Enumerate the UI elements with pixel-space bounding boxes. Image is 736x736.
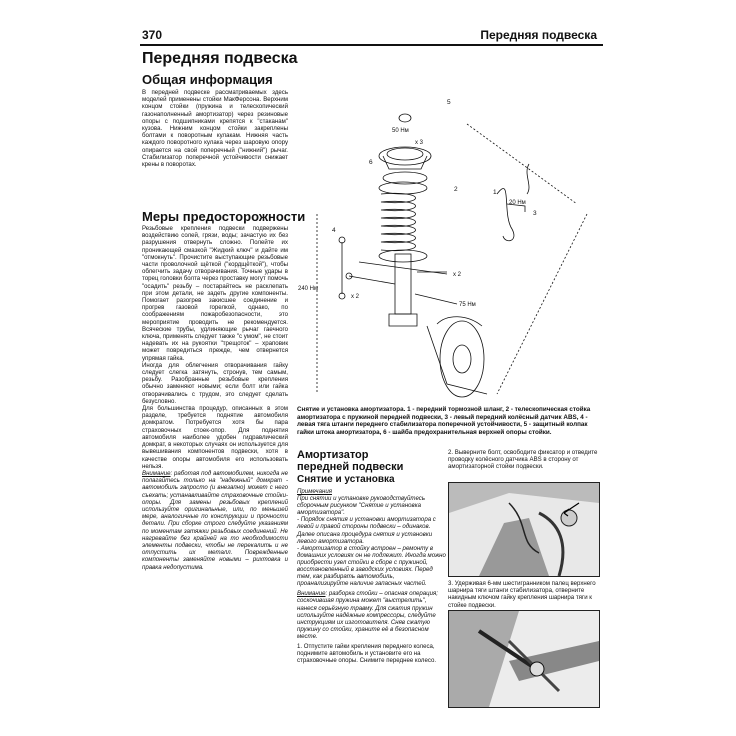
section-heading-general: Общая информация (142, 72, 273, 87)
section-heading-shock-2: передней подвески (297, 461, 404, 473)
step-1: 1. Отпустите гайки крепления переднего колеса, поднимите автомобиль и установите его на страховочные опоры. Снимите переднее колесо. (297, 642, 437, 665)
photo-illustration (449, 483, 599, 576)
callout-4: 4 (332, 227, 336, 234)
multiplier-label: x 2 (351, 294, 360, 300)
page-title: Передняя подвеска (142, 50, 298, 67)
warning-text: : работая под автомобилем, никогда не полагайтесь только на "надежный" домкрат - автомобиль запросто (и внезапно) может с него съехать; устанавливайте страховочные стойки-опоры. (142, 469, 288, 506)
photo-illustration (449, 611, 599, 707)
photo-abs-wiring (448, 482, 600, 577)
callout-3: 3 (533, 210, 537, 217)
figure-caption: Снятие и установка амортизатора. 1 - передний тормозной шланг, 2 - телескопическая стойка амортизатора с пружиной передней подвески, 3 - левый передний колёсный датчик ABS, 4 - левая тяга штанги переднего стабилизатора поперечной устойчивости, 5 - защитный колпак гайки штока амортизатора, 6 - шайба предохранительная верхней опоры стойки. (297, 406, 591, 436)
callout-2: 2 (454, 186, 458, 193)
torque-label: 75 Нм (459, 302, 476, 308)
precautions-text (142, 225, 288, 571)
multiplier-label: x 2 (453, 272, 462, 278)
section-heading-shock: Амортизатор (297, 449, 369, 461)
warning-paragraph (142, 470, 288, 571)
page-number: 370 (142, 28, 163, 42)
step-3: 3. Удерживая 6-мм шестигранником палец верхнего шарнира тяги штанги стабилизатора, отверните накидным ключом гайку крепления шарнира тяги к стойке подвески. (448, 580, 596, 609)
note-item: - Порядок снятия и установки амортизатора с левой и правой стороны подвески – одинаков. Далее описана процедура снятия и установки левого амортизатора. (297, 516, 436, 545)
page-header (140, 28, 603, 46)
notes-block (297, 488, 447, 664)
torque-label: 50 Нм (392, 128, 409, 134)
note-item: При снятии и установке руководствуйтесь сборочным рисунком "Снятие и установка амортизатора". (297, 495, 426, 517)
running-title: Передняя подвеска (480, 28, 597, 42)
callout-5: 5 (447, 99, 451, 106)
general-info-text (142, 89, 288, 168)
paragraph: В передней подвеске рассматриваемых здесь моделей применены стойки МакФерсона. Верхним концом стойки (пружина и телескопический газонаполненный амортизатор) через резиновые опоры с подшипниками крепятся к "стаканам" кузова. Нижним концом стойки закреплены болтами к поворотным кулакам. Нижняя часть каждого поворотного кулака через шаровую опору опирается на свой поперечный ("нижний") рычаг. Стабилизатор поперечной устойчивости снижает крены в поворотах. (142, 89, 288, 169)
section-heading-precautions: Меры предосторожности (142, 209, 306, 224)
warning-label: Внимание (142, 469, 171, 477)
callout-6: 6 (369, 159, 373, 166)
photo-stabilizer-link (448, 610, 600, 708)
notes-label: Примечания (297, 488, 332, 495)
subheading-removal: Снятие и установка (297, 474, 395, 485)
warning-text: : разборка стойки – опасная операция; соскочившая пружина может "выстрелить", нанеся серьёзную травму. Для сжатия пружин используйте надёжные компрессоры, следуйте инструкциям их изготовителя. Сняв сжатую пружину со стойки, храните её в безопасном месте. (297, 590, 438, 640)
multiplier-label: x 3 (415, 140, 424, 146)
warning-label: Внимание (297, 590, 326, 598)
strut-assembly-diagram (297, 94, 601, 410)
note-item: - Амортизатор в стойку встроен – ремонту в домашних условиях он не подлежит. Иногда можно приобрести узел стойки в сборе с пружиной, восстановленный в заводских условиях. Перед тем, как разбирать автомобиль, проанализируйте наличие запасных частей. (297, 544, 446, 588)
step-2: 2. Выверните болт, освободите фиксатор и отведите проводку колёсного датчика ABS в сторону от амортизаторной стойки подвески. (448, 449, 598, 471)
paragraph: Для большинства процедур, описанных в этом разделе, требуется поднятие автомобиля домкратом. Потребуется хотя бы пара страховочных стоек-опор. Для поднятия автомобиля наиболее удобен гидравлический домкрат, в некоторых случаях он используется для вывешивания компонентов подвески, хотя в качестве опоры автомобиля его использовать нельзя. (142, 405, 288, 470)
document-page (140, 28, 603, 708)
warning-text-2: Для замены резьбовых креплений используйте оригинальные, или, по меньшей мере, аналогичные по конструкции и прочности детали. При сборке строго следуйте указаниям по моментам затяжки резьбовых соединений. Не нагревайте без крайней на то необходимости элементы подвески, чтобы не перекалить и не отпустить их металл. Поврежденные компоненты заменяйте новыми – рихтовка и правка недопустима. (142, 498, 288, 571)
paragraph: Иногда для облегчения отворачивания гайку следует слегка затянуть, стронув, тем самым, резьбу. Разобранные резьбовые крепления обычно заменяют новыми; если болт или гайка отворачивались с трудом, это следует сделать безусловно. (142, 361, 288, 405)
warning-paragraph (297, 590, 447, 640)
torque-label: 20 Нм (509, 200, 526, 206)
torque-label: 240 Нм (298, 286, 319, 292)
paragraph: Резьбовые крепления подвески подвержены воздействию солей, грязи, воды; зачастую их без разрушения отвернуть сложно. Полейте их проникающей смазкой "Жидкий ключ" и дайте им "отмокнуть". Прочистите выступающие резьбовые части проволочной щёткой ("кордщёткой"), чтобы облегчить задачу отворачивания. Точные удары в торец головки болта через проставку могут помочь "осадить" резьбу – постарайтесь не расклепать при этом детали, не задеть другие компоненты. Помогает разогрев закисшее соединение и прогрев газовой горелкой, однако, по соображениям пожаробезопасности, это мероприятие проводить не рекомендуется. Всяческие трубы, удлиняющие рычаг гаечного ключа, применять следует также "с умом", не стоит надевать их на рукоятки "трещоток" – храповик может повредиться прежде, чем отвернется упрямая гайка. (142, 225, 288, 362)
callout-1: 1 (493, 189, 497, 196)
